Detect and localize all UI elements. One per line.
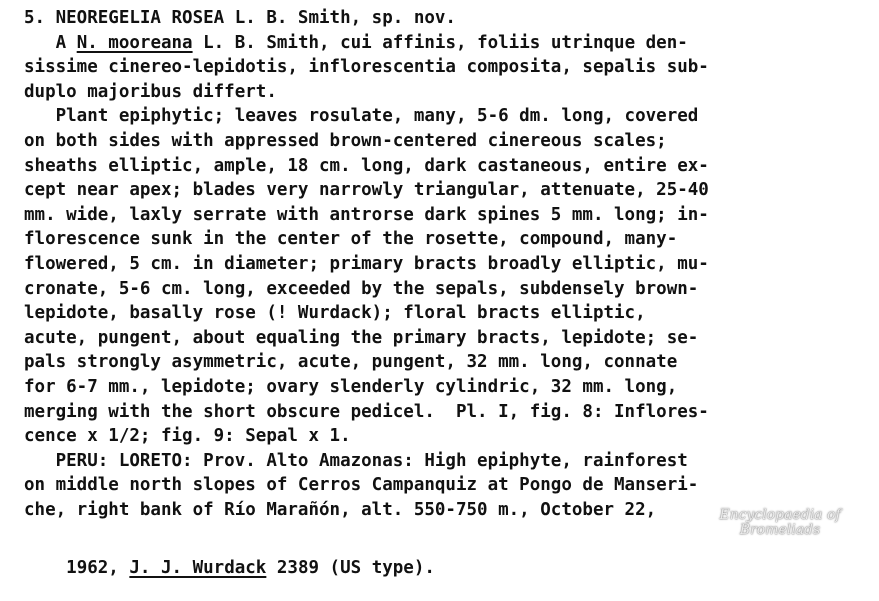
collection-number: 2389 (US type). [266,558,435,578]
text-line: on both sides with appressed brown-centered cinereous scales; [24,131,667,151]
text-line: acute, pungent, about equaling the primary bracts, lepidote; se- [24,327,699,348]
collection-year: 1962, [66,558,130,578]
text-line: sissime cinereo-lepidotis, inflorescentia composita, sepalis sub- [24,57,709,78]
text-line: mm. wide, laxly serrate with antrorse dark spines 5 mm. long; in- [24,204,709,225]
text-line: Plant epiphytic; leaves rosulate, many, 5-6 dm. long, covered [24,106,699,127]
text-line: A N. mooreana L. B. Smith, cui affinis, foliis utrinque den- [24,32,688,53]
text-line: on middle north slopes of Cerros Campanquiz at Pongo de Manseri- [24,475,699,496]
text-line: cence x 1/2; fig. 9: Sepal x 1. [24,426,351,447]
text-line: 5. NEOREGELIA ROSEA L. B. Smith, sp. nov. [24,8,456,28]
text-line: PERU: LORETO: Prov. Alto Amazonas: High epiphyte, rainforest [24,450,688,471]
text-line: sheaths elliptic, ample, 18 cm. long, dark castaneous, entire ex- [24,155,709,176]
text-line: che, right bank of Río Marañón, alt. 550-750 m., October 22, [24,500,657,520]
text-line: merging with the short obscure pedicel. Pl. I, fig. 8: Inflores- [24,401,709,422]
text-line: cept near apex; blades very narrowly triangular, attenuate, 25-40 [24,180,709,201]
text-line: pals strongly asymmetric, acute, pungent, 32 mm. long, connate [24,352,678,373]
text-line: for 6-7 mm., lepidote; ovary slenderly cylindric, 32 mm. long, [24,377,678,397]
collector-name: J. J. Wurdack [129,558,267,578]
collection-line [24,535,435,601]
text-line: florescence sunk in the center of the rosette, compound, many- [24,229,678,250]
text-line: lepidote, basally rose (! Wurdack); floral bracts elliptic, [24,303,646,324]
related-species-reference: N. mooreana [76,32,193,53]
watermark-logo: Encyclopaedia of Bromeliads [719,507,841,538]
text-line: duplo majoribus differt. [24,81,277,102]
text-line: cronate, 5-6 cm. long, exceeded by the sepals, subdensely brown- [24,278,699,299]
text-line: flowered, 5 cm. in diameter; primary bracts broadly elliptic, mu- [24,254,709,274]
